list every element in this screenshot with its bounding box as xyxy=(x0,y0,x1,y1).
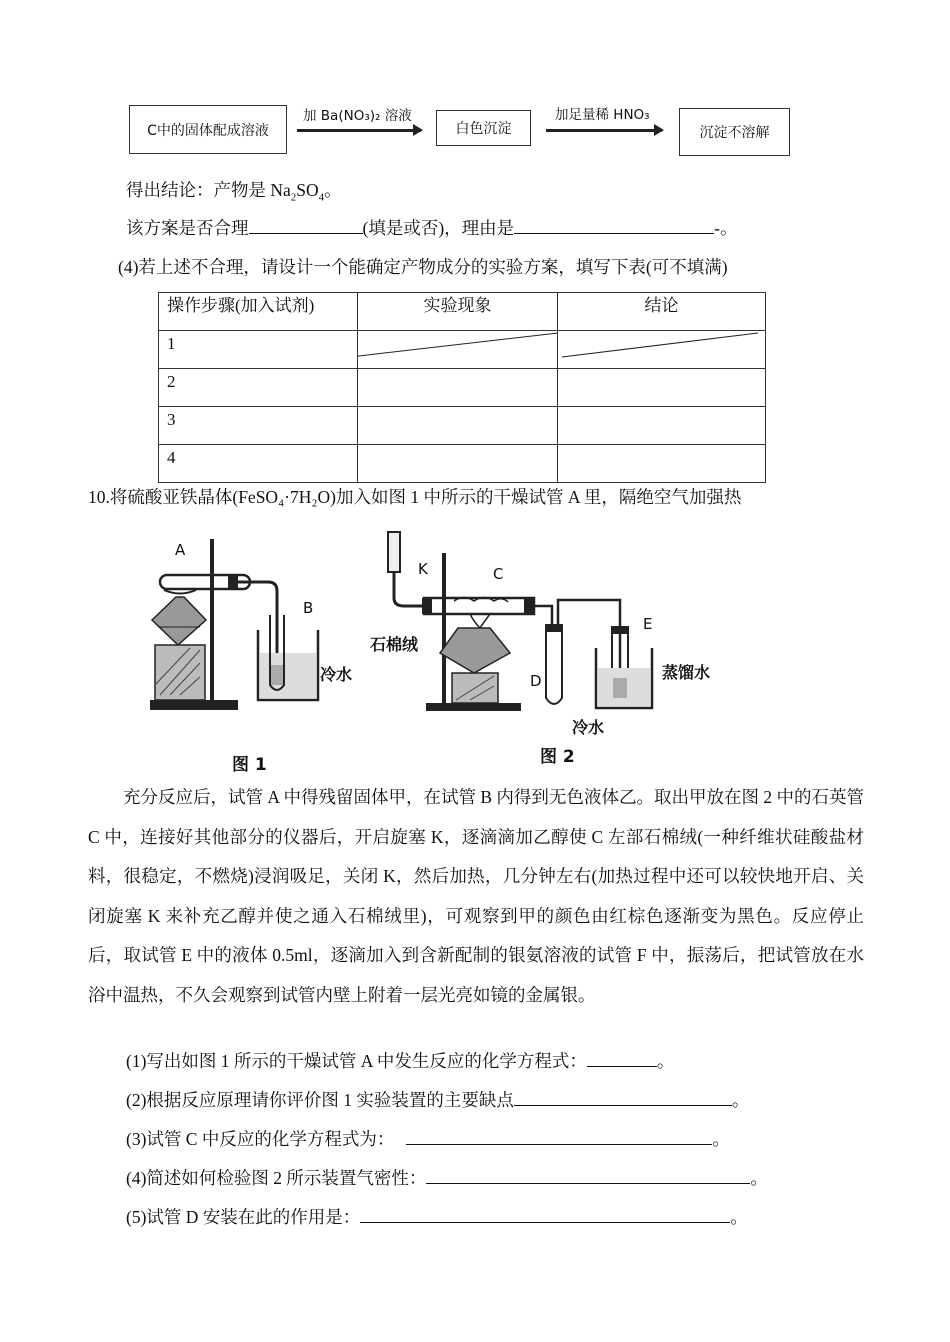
table-cell-step: 3 xyxy=(159,407,358,445)
question-2-end: 。 xyxy=(731,1090,750,1110)
table-cell-phenomenon[interactable] xyxy=(358,369,558,407)
answer-blank-yes-no[interactable] xyxy=(249,218,363,234)
fig1-label-A: A xyxy=(175,541,186,559)
answer-blank-q2[interactable] xyxy=(514,1090,732,1106)
flow-box-precipitate-text: 白色沉淀 xyxy=(455,121,512,137)
fig2-label-C: C xyxy=(493,565,504,583)
experiment-table xyxy=(158,292,766,483)
fig2-label-K: K xyxy=(418,560,428,578)
question-2 xyxy=(126,1089,749,1111)
fig2-label-D: D xyxy=(530,672,542,690)
question-1-end: 。 xyxy=(656,1051,675,1071)
question-4-text: (4)简述如何检验图 2 所示装置气密性： xyxy=(126,1168,427,1188)
answer-blank-q1[interactable] xyxy=(587,1051,657,1067)
q3-part2: (填是或否)，理由是 xyxy=(362,218,515,238)
flow-arrow-1 xyxy=(297,129,421,132)
fig1-label-B: B xyxy=(303,599,314,617)
question-5 xyxy=(126,1206,748,1228)
diagonal-line xyxy=(358,331,557,368)
question-3-end: 。 xyxy=(712,1129,730,1149)
table-cell-conclusion[interactable] xyxy=(558,369,766,407)
table-row xyxy=(159,369,766,407)
fig2-label-E: E xyxy=(643,615,653,633)
answer-blank-reason[interactable] xyxy=(514,218,714,234)
question-1 xyxy=(126,1050,674,1072)
conclusion-sub1: 2 xyxy=(290,191,297,204)
conclusion-end: 。 xyxy=(324,180,342,200)
table-cell-phenomenon[interactable] xyxy=(358,331,558,369)
description-paragraph: 充分反应后，试管 A 中得残留固体甲，在试管 B 内得到无色液体乙。取出甲放在图 2 中的石英管 C 中，连接好其他部分的仪器后，开启旋塞 K，逐滴滴加乙醇使 C 左部石棉绒(一种纤维状硅酸盐材料，很稳定，不燃烧)浸润吸足，关闭 K，然后加热，几分钟左右(加热过程中还可以较快地开启、关闭旋塞 K 来补充乙醇并使之通入石棉绒里)，可观察到甲的颜色由红棕色逐渐变为黑色。反应停止后，取试管 E 中的液体 0.5ml，逐滴加入到含新配制的银氨溶液的试管 F 中，振荡后，把试管放在水浴中温热，不久会观察到试管内壁上附着一层光亮如镜的金属银。 xyxy=(88,787,864,1005)
table-cell-step: 4 xyxy=(159,445,358,483)
diagonal-line xyxy=(558,331,765,368)
q3-part1: 该方案是否合理 xyxy=(126,218,249,238)
table-cell-conclusion[interactable] xyxy=(558,407,766,445)
question-3 xyxy=(126,1128,730,1150)
table-cell-conclusion[interactable] xyxy=(558,331,766,369)
flow-arrow1-label: 加 Ba(NO₃)₂ 溶液 xyxy=(303,108,412,124)
table-header-conclusion: 结论 xyxy=(558,293,766,331)
question-5-text: (5)试管 D 安装在此的作用是： xyxy=(126,1207,361,1227)
conclusion-sub2: 4 xyxy=(318,191,325,204)
fig1-cold-water: 冷水 xyxy=(320,665,353,684)
question-4-end: 。 xyxy=(750,1168,768,1188)
conclusion-prefix: 得出结论：产物是 Na xyxy=(126,180,291,200)
fig1-caption: 图 1 xyxy=(232,755,267,775)
table-header-row xyxy=(159,293,766,331)
figure-2-apparatus xyxy=(380,528,720,728)
question-10-title: 10.将硫酸亚铁晶体(FeSO₄·7H₂O)加入如图 1 中所示的干燥试管 A 里，隔绝空气加强热 xyxy=(88,487,742,507)
flow-box-precipitate xyxy=(436,110,531,146)
answer-blank-q5[interactable] xyxy=(360,1207,730,1223)
flow-arrow2-label: 加足量稀 HNO₃ xyxy=(555,107,650,123)
q3-part3: -。 xyxy=(714,218,738,238)
question-1-text: (1)写出如图 1 所示的干燥试管 A 中发生反应的化学方程式： xyxy=(126,1051,587,1071)
question-3-text: (3)试管 C 中反应的化学方程式为： xyxy=(126,1129,395,1149)
question-4 xyxy=(126,1167,768,1189)
figure-1-apparatus xyxy=(140,535,380,720)
flow-arrow-2 xyxy=(546,129,662,132)
table-cell-step: 2 xyxy=(159,369,358,407)
q4-instruction: (4)若上述不合理，请设计一个能确定产物成分的实验方案，填写下表(可不填满) xyxy=(118,257,728,277)
flow-box-not-dissolved-text: 沉淀不溶解 xyxy=(699,125,770,141)
question-5-end: 。 xyxy=(730,1207,748,1227)
q3-reasonable-line xyxy=(126,217,737,239)
table-cell-step: 1 xyxy=(159,331,358,369)
table-cell-phenomenon[interactable] xyxy=(358,445,558,483)
fig2-distilled-water: 蒸馏水 xyxy=(662,663,711,682)
flow-box-solution-text: C中的固体配成溶液 xyxy=(147,122,269,139)
table-row xyxy=(159,407,766,445)
table-cell-phenomenon[interactable] xyxy=(358,407,558,445)
fig2-caption: 图 2 xyxy=(540,747,575,767)
answer-blank-q3[interactable] xyxy=(406,1129,712,1145)
fig2-cold-water: 冷水 xyxy=(572,718,605,737)
answer-blank-q4[interactable] xyxy=(426,1168,750,1184)
flow-box-solution xyxy=(129,105,287,154)
table-row xyxy=(159,331,766,369)
table-row xyxy=(159,445,766,483)
question-2-text: (2)根据反应原理请你评价图 1 实验装置的主要缺点 xyxy=(126,1090,514,1110)
conclusion-mid: SO xyxy=(296,180,319,200)
conclusion-line xyxy=(126,179,342,209)
fig2-asbestos: 石棉绒 xyxy=(370,635,419,654)
table-cell-conclusion[interactable] xyxy=(558,445,766,483)
table-header-phenomenon: 实验现象 xyxy=(358,293,558,331)
table-header-step: 操作步骤(加入试剂) xyxy=(159,293,358,331)
flow-box-not-dissolved xyxy=(679,108,790,156)
